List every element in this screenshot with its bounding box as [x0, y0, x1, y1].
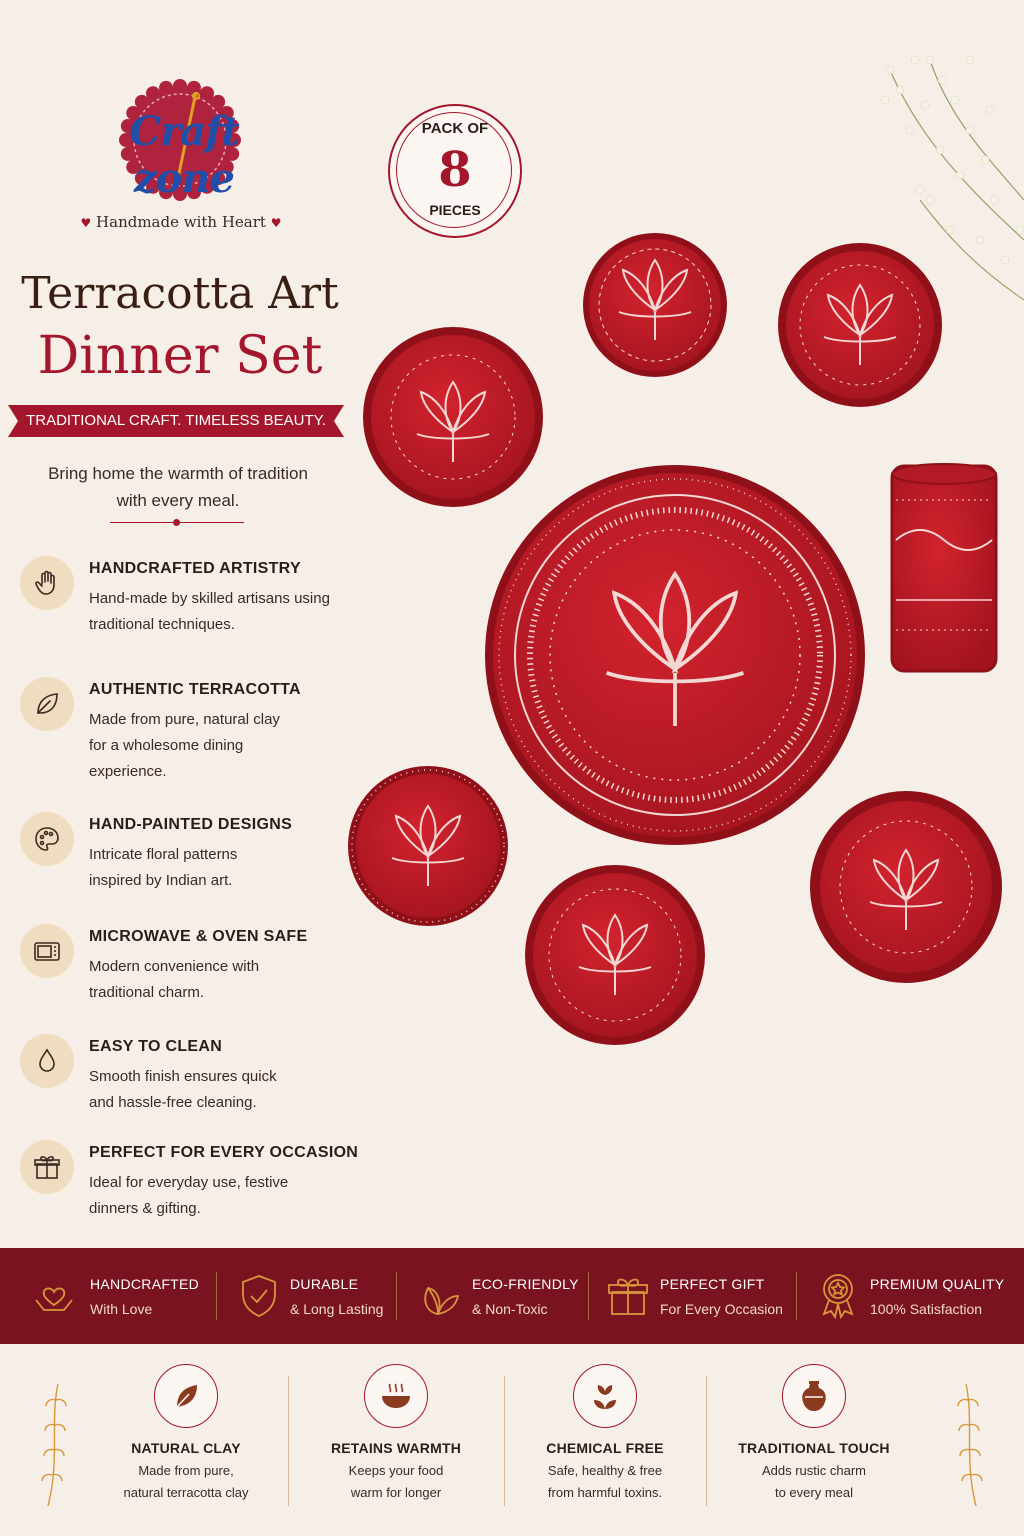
- bottom-item: [316, 1364, 476, 1504]
- tumbler-glass: [892, 464, 996, 671]
- droplet-icon: [20, 1034, 74, 1088]
- heart-icon: ♥: [270, 216, 282, 230]
- hand-icon: [20, 556, 74, 610]
- bottom-desc: Made from pure,: [138, 1463, 234, 1478]
- bottom-desc: Safe, healthy & free: [547, 1463, 663, 1478]
- pack-count: 8: [438, 142, 472, 198]
- banner-sub: With Love: [90, 1300, 153, 1317]
- gift-icon: [20, 1140, 74, 1194]
- bowl-bottom-right: [810, 791, 1002, 983]
- brand-logo-text: Craft zone: [129, 108, 239, 202]
- sprout-icon: [573, 1364, 637, 1428]
- bowl-top-right: [778, 243, 942, 407]
- feature-title: EASY TO CLEAN: [89, 1038, 223, 1055]
- bowl-top-center: [583, 233, 727, 377]
- leaves-icon: [414, 1272, 462, 1320]
- banner-title: HANDCRAFTED: [90, 1275, 200, 1292]
- feature-title: HAND-PAINTED DESIGNS: [89, 816, 293, 833]
- banner-title: PERFECT GIFT: [660, 1275, 765, 1292]
- bottom-title: RETAINS WARMTH: [330, 1440, 462, 1456]
- feature-title: PERFECT FOR EVERY OCCASION: [89, 1144, 359, 1161]
- banner-item: [414, 1248, 579, 1344]
- bottom-divider: [706, 1376, 707, 1506]
- feature-title: MICROWAVE & OVEN SAFE: [89, 928, 308, 945]
- dinner-plate: [485, 465, 865, 845]
- feature-desc: Ideal for everyday use, festive dinners & gifting.: [89, 1174, 289, 1217]
- banner-divider: [588, 1272, 589, 1320]
- banner-item: [238, 1248, 383, 1344]
- feature-title: AUTHENTIC TERRACOTTA: [89, 681, 301, 698]
- feature-desc: Modern convenience with traditional charm.: [89, 958, 260, 1001]
- title-line-2: Dinner Set: [37, 326, 323, 386]
- banner-sub: 100% Satisfaction: [870, 1300, 983, 1317]
- bottom-item: [106, 1364, 266, 1504]
- pack-unit: PIECES: [429, 202, 481, 218]
- bottom-title: CHEMICAL FREE: [546, 1440, 664, 1456]
- feature-desc: Smooth finish ensures quick and hassle-free cleaning.: [89, 1068, 277, 1111]
- pack-label: PACK OF: [421, 120, 489, 137]
- banner-divider: [396, 1272, 397, 1320]
- bottom-divider: [504, 1376, 505, 1506]
- banner-title: DURABLE: [290, 1275, 359, 1292]
- bottom-desc: Keeps your food: [348, 1463, 444, 1478]
- tagline-ribbon: TRADITIONAL CRAFT. TIMELESS BEAUTY.: [18, 405, 334, 437]
- brand-tagline: [66, 213, 296, 231]
- heart-icon: ♥: [80, 216, 92, 230]
- sprig-right-icon: [944, 1380, 994, 1510]
- shield-check-icon: [238, 1272, 280, 1320]
- banner-divider: [216, 1272, 217, 1320]
- gift-icon: [606, 1272, 650, 1320]
- pot-icon: [782, 1364, 846, 1428]
- title-line-1: Terracotta Art: [21, 268, 339, 319]
- sprig-left-icon: [30, 1380, 80, 1510]
- feature-desc: Intricate floral patterns inspired by Indian art.: [89, 846, 238, 889]
- tagline-text: Handmade with Heart: [96, 213, 266, 231]
- bottom-desc: from harmful toxins.: [547, 1485, 663, 1500]
- banner-item: [816, 1248, 1004, 1344]
- bottom-item: [525, 1364, 685, 1504]
- leaf-icon: [154, 1364, 218, 1428]
- bowl-bottom-center: [525, 865, 705, 1045]
- product-photo: [330, 0, 1024, 1240]
- microwave-icon: [20, 924, 74, 978]
- feature-desc: Hand-made by skilled artisans using traditional techniques.: [89, 590, 330, 633]
- steaming-bowl-icon: [364, 1364, 428, 1428]
- banner-title: PREMIUM QUALITY: [870, 1275, 1005, 1292]
- banner-divider: [796, 1272, 797, 1320]
- leaf-icon: [20, 677, 74, 731]
- bottom-divider: [288, 1376, 289, 1506]
- bottom-desc: warm for longer: [350, 1485, 442, 1500]
- award-icon: [816, 1271, 860, 1321]
- banner-sub: & Long Lasting: [290, 1300, 384, 1317]
- intro-line-2: with every meal.: [116, 491, 240, 510]
- feature-title: HANDCRAFTED ARTISTRY: [89, 560, 301, 577]
- bowl-top-left: [363, 327, 543, 507]
- benefits-banner: [0, 1248, 1024, 1344]
- banner-item: [30, 1248, 199, 1344]
- heart-hands-icon: [30, 1272, 78, 1320]
- banner-sub: For Every Occasion: [660, 1300, 783, 1317]
- intro-text: [20, 460, 336, 514]
- feature-desc: Made from pure, natural clay for a wholesome dining experience.: [89, 711, 280, 780]
- palette-icon: [20, 812, 74, 866]
- bottom-title: TRADITIONAL TOUCH: [738, 1440, 890, 1456]
- bottom-desc: Adds rustic charm: [761, 1463, 867, 1478]
- bottom-item: [734, 1364, 894, 1504]
- banner-title: ECO-FRIENDLY: [472, 1275, 579, 1292]
- intro-line-1: Bring home the warmth of tradition: [48, 464, 308, 483]
- bottom-desc: to every meal: [774, 1485, 854, 1500]
- bottom-title: NATURAL CLAY: [131, 1440, 241, 1456]
- banner-sub: & Non-Toxic: [472, 1300, 548, 1317]
- banner-item: [606, 1248, 783, 1344]
- bowl-bottom-left: [348, 766, 508, 926]
- bottom-desc: natural terracotta clay: [123, 1485, 249, 1500]
- divider-dot: [173, 519, 180, 526]
